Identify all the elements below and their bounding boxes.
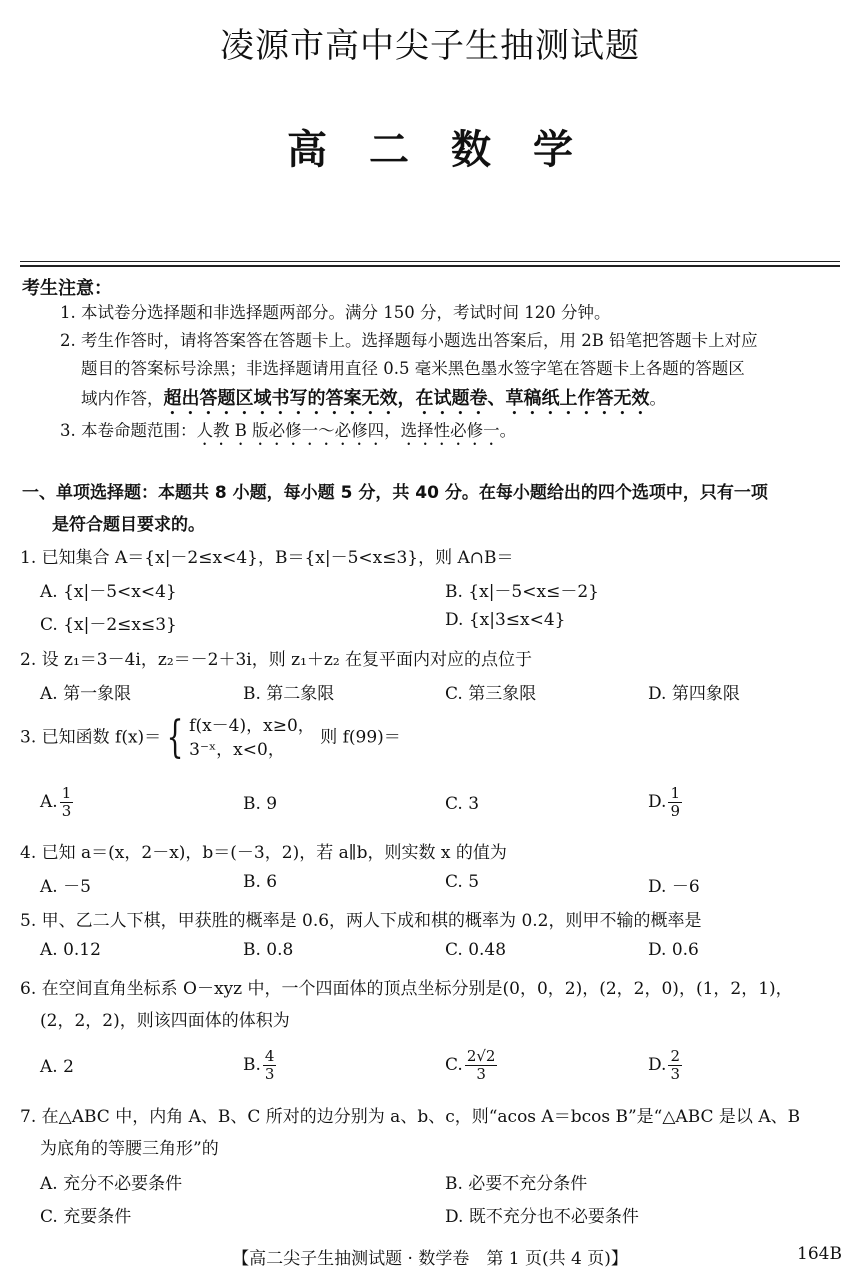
numerator: 2	[670, 1047, 680, 1065]
q3-option-a	[40, 785, 73, 820]
question-3-stem	[20, 714, 401, 762]
q6-option-c-label: C.	[445, 1055, 463, 1075]
q2-option-c: C. 第三象限	[445, 684, 537, 704]
notice-item-2-line2: 题目的答案标号涂黑；非选择题请用直径 0.5 毫米黑色墨水签字笔在答题卡上各题的答题区	[81, 359, 745, 378]
q7-option-c: C. 充要条件	[40, 1207, 132, 1227]
numerator: 1	[670, 784, 680, 802]
paper-code: 164B	[797, 1244, 842, 1264]
question-2-stem: 2. 设 z₁＝3－4i，z₂＝－2＋3i，则 z₁＋z₂ 在复平面内对应的点位于	[20, 650, 533, 670]
denominator: 3	[476, 1065, 486, 1083]
section-heading-line2: 是符合题目要求的。	[52, 515, 205, 535]
q6-option-b-label: B.	[243, 1055, 261, 1075]
question-7-stem-line2: 为底角的等腰三角形”的	[40, 1139, 219, 1159]
school-title: 凌源市高中尖子生抽测试题	[220, 26, 640, 66]
fraction	[60, 785, 74, 820]
q7-option-a: A. 充分不必要条件	[40, 1174, 183, 1194]
q3-option-a-label: A.	[40, 792, 58, 812]
q5-option-b: B. 0.8	[243, 940, 294, 960]
q3-option-d-label: D.	[648, 792, 667, 812]
denominator: 3	[670, 1065, 680, 1083]
q3-option-d	[648, 785, 682, 820]
notice-item-3-end: 。	[499, 421, 517, 440]
q6-option-b	[243, 1048, 276, 1083]
fraction	[263, 1048, 277, 1083]
piecewise-cases	[189, 714, 315, 762]
q7-option-d: D. 既不充分也不必要条件	[445, 1207, 639, 1227]
q5-option-c: C. 0.48	[445, 940, 507, 960]
numerator: 4	[264, 1047, 275, 1065]
denominator: 3	[264, 1065, 275, 1083]
question-6-stem-line1: 6. 在空间直角坐标系 O－xyz 中，一个四面体的顶点坐标分别是(0，0，2)，(2，2，0)，(1，2，1)，	[20, 979, 793, 999]
fraction	[668, 1048, 682, 1083]
q3-stem-start: 3. 已知函数 f(x)＝	[20, 727, 162, 748]
notice-item-2-line1: 2. 考生作答时，请将答案答在答题卡上。选择题每小题选出答案后，用 2B 铅笔把答题卡上对应	[60, 331, 758, 350]
q6-option-d	[648, 1048, 682, 1083]
q4-option-a: A. －5	[40, 877, 91, 897]
notice-item-2-line3-end: 。	[649, 389, 666, 408]
divider	[20, 261, 840, 262]
q2-option-a: A. 第一象限	[40, 684, 132, 704]
q3-case-2: 3⁻ˣ，x<0，	[189, 740, 285, 760]
q4-option-c: C. 5	[445, 872, 480, 892]
q6-option-d-label: D.	[648, 1055, 667, 1075]
q1-option-b: B. {x|－5<x≤－2}	[445, 582, 599, 602]
notice-item-3	[60, 417, 516, 449]
question-5-stem: 5. 甲、乙二人下棋，甲获胜的概率是 0.6，两人下成和棋的概率为 0.2，则甲不输的概率是	[20, 911, 702, 931]
notice-item-1: 1. 本试卷分选择题和非选择题两部分。满分 150 分，考试时间 120 分钟。	[60, 303, 611, 322]
q2-option-d: D. 第四象限	[648, 684, 740, 704]
q3-option-c: C. 3	[445, 794, 480, 814]
q5-option-d: D. 0.6	[648, 940, 699, 960]
q2-option-b: B. 第二象限	[243, 684, 335, 704]
page-footer: 【高二尖子生抽测试题 · 数学卷 第 1 页(共 4 页)】	[232, 1249, 628, 1269]
subject-title: 高二数学	[287, 126, 615, 173]
question-1-stem: 1. 已知集合 A＝{x|－2≤x<4}，B＝{x|－5<x≤3}，则 A∩B＝	[20, 548, 514, 568]
notice-scope: 人教 B 版必修一～必修四，选择性必修一	[196, 421, 500, 440]
q1-option-c: C. {x|－2≤x≤3}	[40, 615, 177, 635]
numerator: 2√2	[466, 1047, 496, 1065]
fraction	[465, 1048, 498, 1083]
denominator: 9	[670, 802, 680, 820]
q1-option-d: D. {x|3≤x<4}	[445, 610, 566, 630]
q5-option-a: A. 0.12	[40, 940, 101, 960]
q6-option-c	[445, 1048, 497, 1083]
q3-option-b: B. 9	[243, 794, 278, 814]
q3-case-1: f(x－4)，x≥0，	[189, 716, 315, 736]
notice-warning: 超出答题区域书写的答案无效，在试题卷、草稿纸上作答无效	[163, 388, 650, 409]
notice-title: 考生注意：	[22, 278, 112, 299]
notice-item-2-line3	[81, 385, 666, 419]
q1-option-a: A. {x|－5<x<4}	[40, 582, 177, 602]
q4-option-b: B. 6	[243, 872, 278, 892]
numerator: 1	[61, 784, 72, 802]
q7-option-b: B. 必要不充分条件	[445, 1174, 588, 1194]
q4-option-d: D. －6	[648, 877, 700, 897]
question-4-stem: 4. 已知 a＝(x，2－x)，b＝(－3，2)，若 a∥b，则实数 x 的值为	[20, 843, 507, 863]
section-heading-line1: 一、单项选择题：本题共 8 小题，每小题 5 分，共 40 分。在每小题给出的四个选项中，只有一项	[22, 483, 768, 503]
denominator: 3	[61, 802, 72, 820]
fraction	[668, 785, 682, 820]
question-6-stem-line2: (2，2，2)，则该四面体的体积为	[40, 1011, 290, 1031]
left-brace-icon: {	[166, 712, 184, 763]
q6-option-a: A. 2	[40, 1057, 74, 1077]
question-7-stem-line1: 7. 在△ABC 中，内角 A、B、C 所对的边分别为 a、b、c，则“acos A＝bcos B”是“△ABC 是以 A、B	[20, 1107, 801, 1127]
notice-item-2-line3-start: 域内作答，	[81, 389, 164, 408]
notice-item-3-start: 3. 本卷命题范围：	[60, 421, 197, 440]
q3-stem-end: 则 f(99)＝	[320, 727, 401, 748]
divider	[20, 265, 840, 267]
